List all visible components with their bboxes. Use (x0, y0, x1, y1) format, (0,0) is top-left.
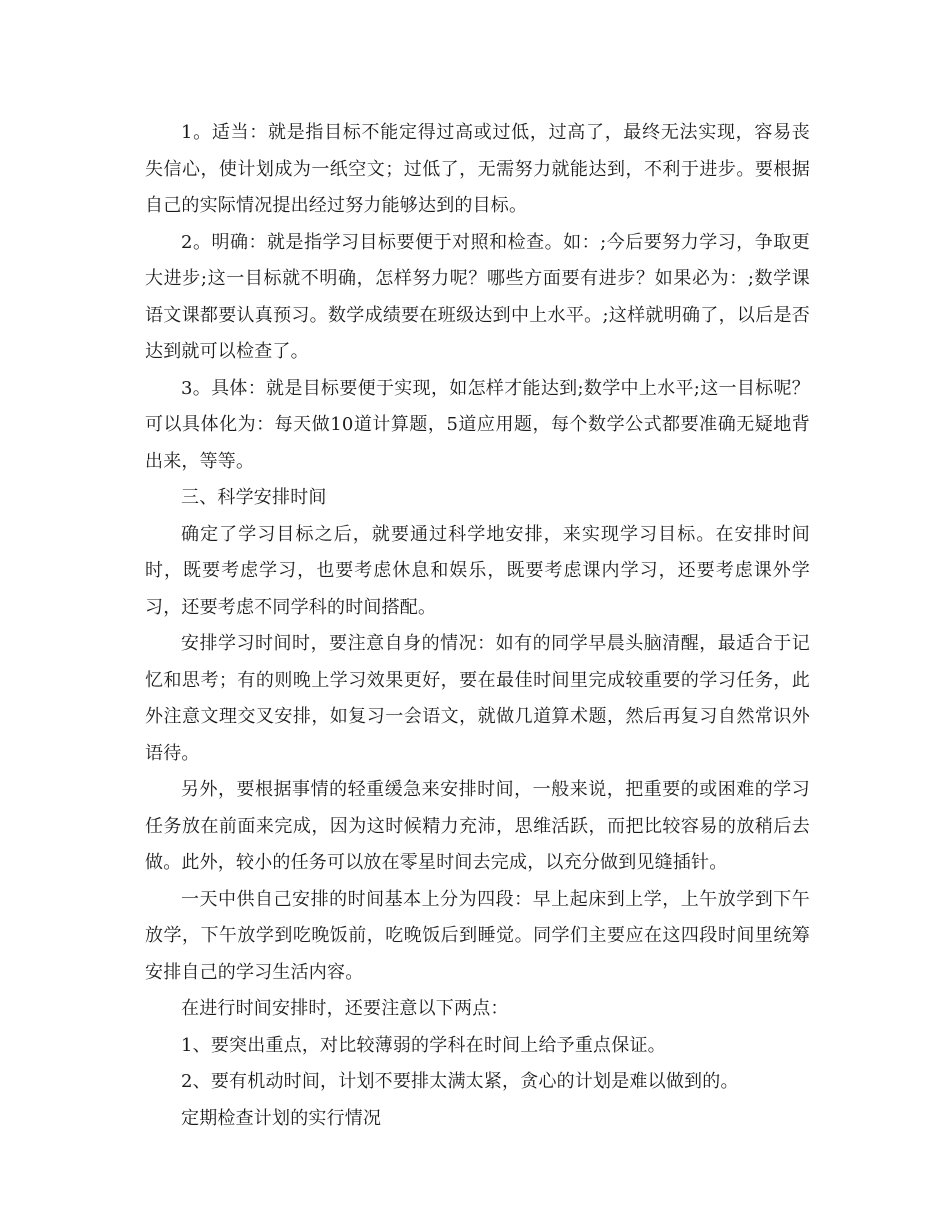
paragraph-goal-appropriate: 1。适当：就是指目标不能定得过高或过低，过高了，最终无法实现，容易丧失信心，使计划成为一纸空文；过低了，无需努力就能达到，不利于进步。要根据自己的实际情况提出经过努力能够达到的目标。 (145, 122, 810, 216)
paragraph-goal-clear: 2。明确：就是指学习目标要便于对照和检查。如：;今后要努力学习，争取更大进步;这一目标就不明确，怎样努力呢？哪些方面要有进步？如果必为：;数学课语文课都要认真预习。数学成绩要在班级达到中上水平。;这样就明确了，以后是否达到就可以检查了。 (145, 231, 810, 362)
paragraph-periodic-check: 定期检查计划的实行情况 (181, 1107, 382, 1129)
document-body (145, 115, 810, 1137)
paragraph-four-periods: 一天中供自己安排的时间基本上分为四段：早上起床到上学，上午放学到下午放学，下午放学到吃晚饭前，吃晚饭后到睡觉。同学们主要应在这四段时间里统筹安排自己的学习生活内容。 (145, 888, 810, 983)
paragraph-personal-condition: 安排学习时间时，要注意自身的情况：如有的同学早晨头脑清醒，最适合于记忆和思考；有的则晚上学习效果更好，要在最佳时间里完成较重要的学习任务，此外注意文理交叉安排，如复习一会语文，就做几道算术题，然后再复习自然常识外语待。 (145, 633, 810, 764)
list-item-point-2: 2、要有机动时间，计划不要排太满太紧，贪心的计划是难以做到的。 (181, 1071, 739, 1092)
list-item-point-1: 1、要突出重点，对比较薄弱的学科在时间上给予重点保证。 (181, 1034, 666, 1056)
paragraph-goal-concrete: 3。具体：就是目标要便于实现，如怎样才能达到;数学中上水平;这一目标呢？可以具体化为：每天做10道计算题，5道应用题，每个数学公式都要准确无疑地背出来，等等。 (145, 377, 810, 472)
paragraph-arrange-after-goals: 确定了学习目标之后，就要通过科学地安排，来实现学习目标。在安排时间时，既要考虑学习，也要考虑休息和娱乐，既要考虑课内学习，还要考虑课外学习，还要考虑不同学科的时间搭配。 (145, 523, 810, 618)
paragraph-priority: 另外，要根据事情的轻重缓急来安排时间，一般来说，把重要的或困难的学习任务放在前面来完成，因为这时候精力充沛，思维活跃，而把比较容易的放稍后去做。此外，较小的任务可以放在零星时间去完成，以充分做到见缝插针。 (145, 779, 810, 873)
paragraph-two-points-intro: 在进行时间安排时，还要注意以下两点： (181, 998, 509, 1019)
section-heading-time-arrangement: 三、科学安排时间 (181, 487, 327, 508)
